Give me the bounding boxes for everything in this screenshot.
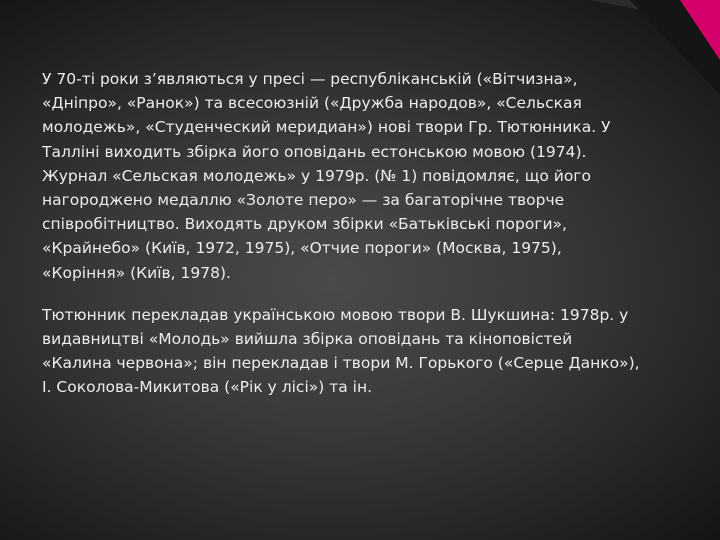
paragraph-publications: У 70-ті роки з’являються у пресі — республіканській («Вітчизна», «Дніпро», «Ранок») та всесоюзній («Дружба народов», «Сельская молодежь», «Студенческий меридиан») нові твори Гр. Тютюнника. У Талліні виходить збірка його оповідань естонською мовою (1974). Журнал «Сельская молодежь» у 1979р. (№ 1) повідомляє, що його нагороджено медаллю «Золоте перо» — за багаторічне творче співробітництво. Виходять друком збірки «Батьківські пороги», «Крайнебо» (Київ, 1972, 1975), «Отчие пороги» (Москва, 1975), «Коріння» (Київ, 1978). (42, 70, 611, 282)
slide-body (42, 67, 642, 418)
paragraph-translations: Тютюнник перекладав українською мовою твори В. Шукшина: 1978р. у видавництві «Молодь» вийшла збірка оповідань та кіноповістей «Калина червона»; він перекладав і твори М. Горького («Серце Данко»), І. Соколова-Микитова («Рік у лісі») та ін. (42, 305, 640, 397)
